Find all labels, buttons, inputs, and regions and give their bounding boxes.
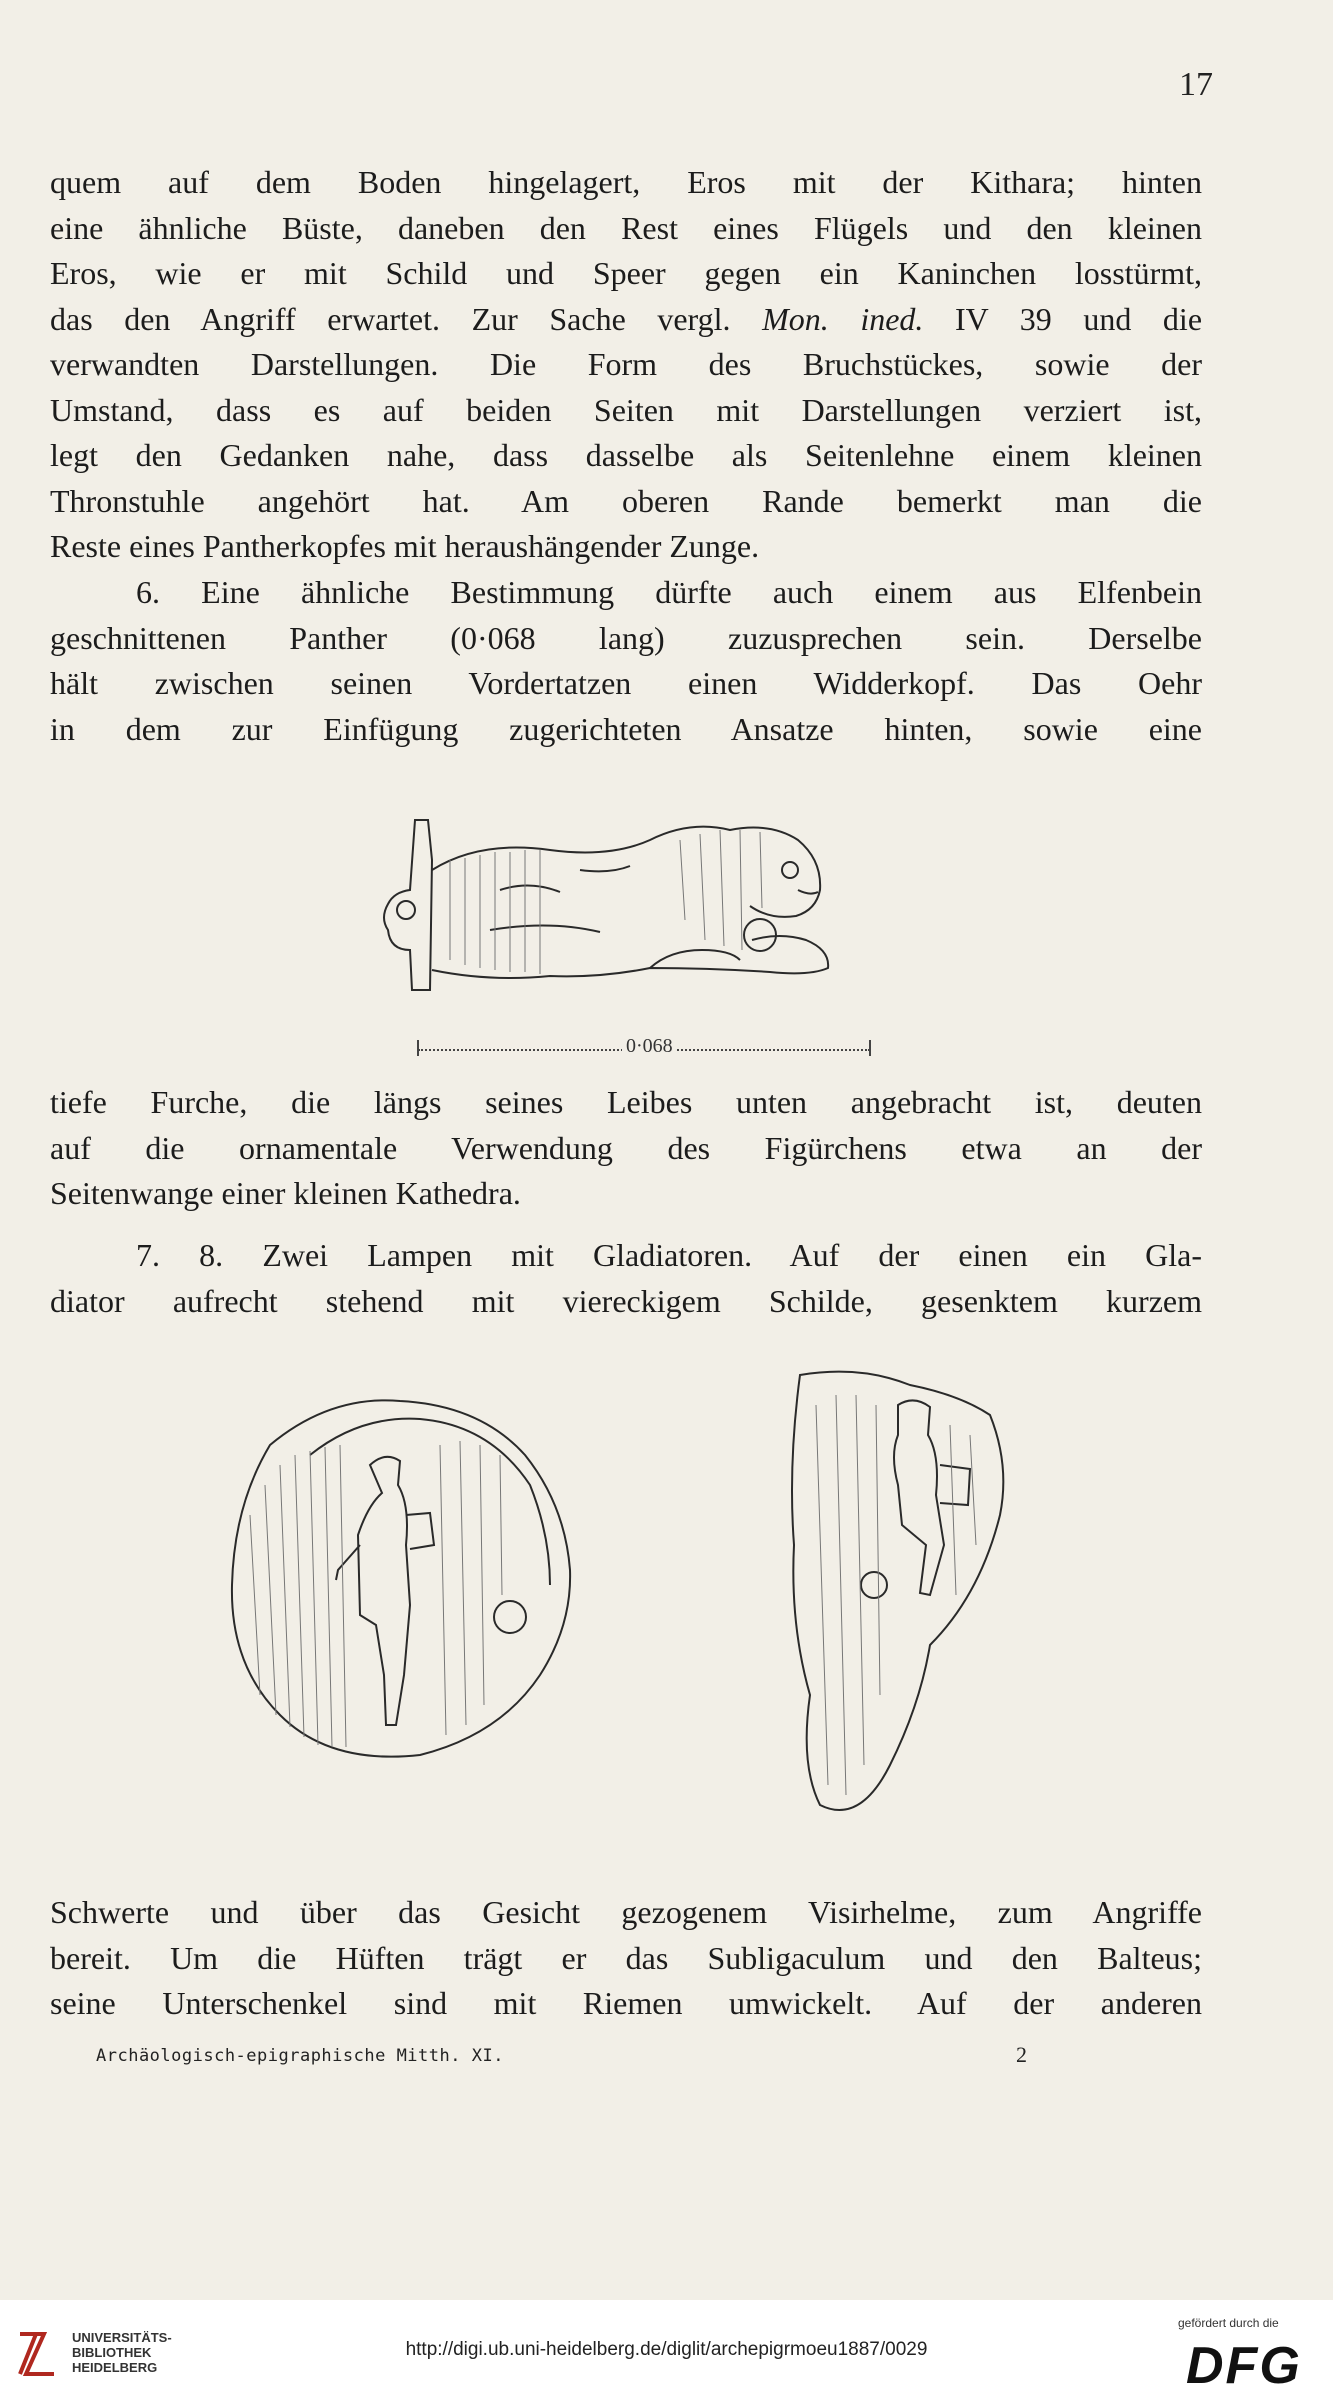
paragraph-3 [50,1080,1202,1217]
funding-caption: gefördert durch die [1178,2316,1279,2330]
text-line: eine ähnliche Büste, daneben den Rest eines Flügels und den kleinen [50,209,1202,246]
text-line: in dem zur Einfügung zugerichteten Ansatze hinten, sowie eine [50,710,1202,747]
text-line: legt den Gedanken nahe, dass dasselbe als Seitenlehne einem kleinen [50,437,1202,473]
paragraph-1 [50,160,1202,570]
library-name-line: BIBLIOTHEK [72,2345,152,2360]
text-line: verwandten Darstellungen. Die Form des Bruchstückes, sowie der [50,346,1202,382]
paragraph-2 [50,570,1202,752]
text-line: 7. 8. Zwei Lampen mit Gladiatoren. Auf der einen ein Gla- [136,1237,1202,1273]
text-line: Schwerte und über das Gesicht gezogenem Visirhelme, zum Angriffe [50,1894,1202,1930]
text-line: seine Unterschenkel sind mit Riemen umwickelt. Auf der anderen [50,1985,1202,2021]
text-line: Eros, wie er mit Schild und Speer gegen ein Kaninchen losstürmt, [50,255,1202,291]
dfg-logo[interactable]: DFG [1186,2337,1302,2395]
page-number: 17 [1179,66,1213,103]
journal-signature: Archäologisch-epigraphische Mitth. XI. [96,2046,504,2066]
text-segment: IV 39 und die [923,300,1203,337]
sheet-number: 2 [1016,2042,1027,2067]
scale-label: 0·068 [622,1035,677,1058]
text-line: quem auf dem Boden hingelagert, Eros mit der Kithara; hinten [50,164,1202,200]
text-line: hält zwischen seinen Vordertatzen einen Widderkopf. Das Oehr [50,665,1202,701]
text-line: auf die ornamentale Verwendung des Figürchens etwa an der [50,1129,1202,1166]
paragraph-5 [50,1890,1202,2027]
text-line: 6. Eine ähnliche Bestimmung dürfte auch einem aus Elfenbein [136,574,1202,610]
lamp-figure-2 [780,1365,1020,1835]
university-library-logo-icon[interactable] [14,2326,62,2382]
panther-figure [350,800,890,1010]
paragraph-4 [50,1233,1202,1324]
citation-italic: Mon. ined. [762,300,924,337]
scale-tick [417,1040,419,1056]
permalink-url[interactable]: http://digi.ub.uni-heidelberg.de/diglit/archepigrmoeu1887/0029 [405,2339,928,2360]
scale-tick [869,1040,871,1056]
library-name-line: HEIDELBERG [72,2360,158,2375]
university-library-name [72,2330,172,2375]
text-line: Reste eines Pantherkopfes mit heraushängender Zunge. [50,528,760,564]
text-line: diator aufrecht stehend mit viereckigem Schilde, gesenktem kurzem [50,1282,1202,1319]
text-line: tiefe Furche, die längs seines Leibes unten angebracht ist, deuten [50,1084,1202,1120]
text-line-with-citation [50,297,1202,343]
lamp-figure-1 [220,1395,580,1765]
text-line: geschnittenen Panther (0·068 lang) zuzusprechen sein. Derselbe [50,619,1202,656]
text-line: bereit. Um die Hüften trägt er das Subligaculum und den Balteus; [50,1939,1202,1976]
text-segment: das den Angriff erwartet. Zur Sache vergl. [50,300,763,337]
text-line: Thronstuhle angehört hat. Am oberen Rande bemerkt man die [50,482,1202,519]
text-line: Umstand, dass es auf beiden Seiten mit Darstellungen verziert ist, [50,391,1202,428]
text-line: Seitenwange einer kleinen Kathedra. [50,1175,521,1211]
library-name-line: UNIVERSITÄTS- [72,2330,172,2345]
